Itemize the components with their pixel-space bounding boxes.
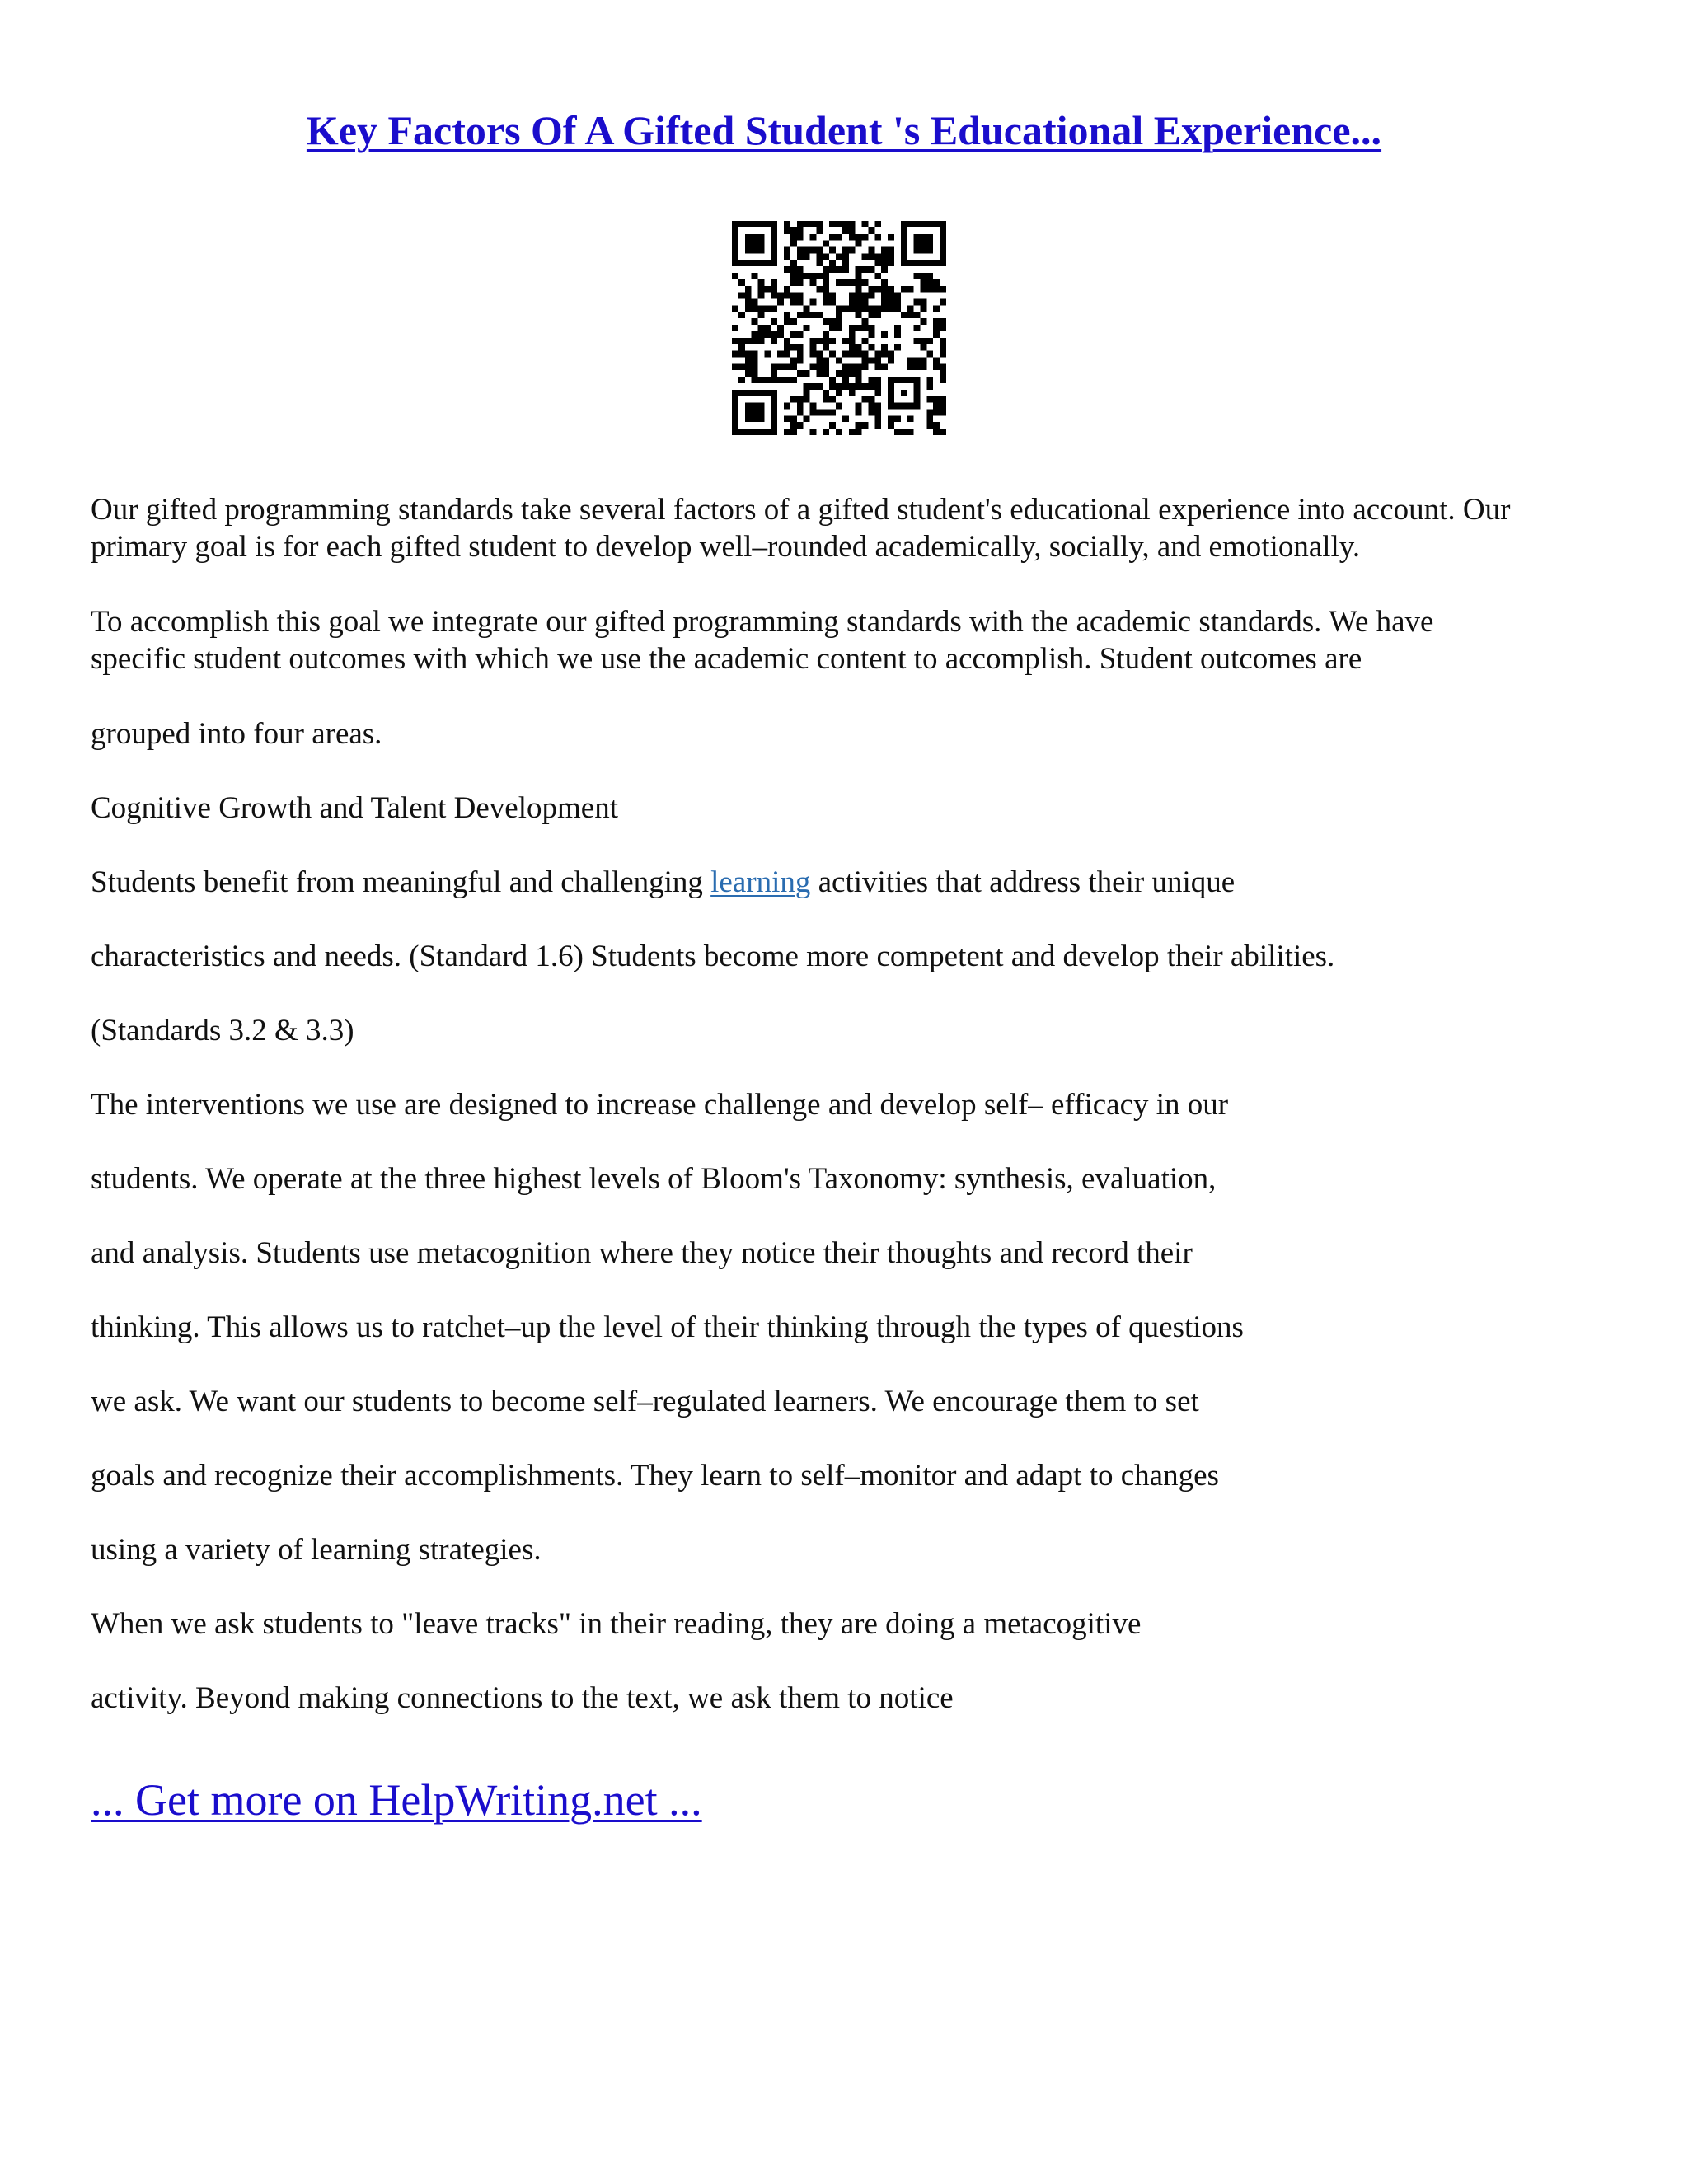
paragraph-line: To accomplish this goal we integrate our gifted programming standards with the academic standards. We have xyxy=(91,605,1434,639)
paragraph-intro xyxy=(91,491,1599,565)
paragraph-line: using a variety of learning strategies. xyxy=(91,1533,542,1567)
title-link[interactable]: Key Factors Of A Gifted Student 's Educational Experience... xyxy=(306,107,1382,153)
paragraph-text: activities that address their unique xyxy=(810,865,1236,899)
paragraph-line: students. We operate at the three highest levels of Bloom's Taxonomy: synthesis, evaluation, xyxy=(91,1162,1217,1196)
get-more-link[interactable]: ... Get more on HelpWriting.net ... xyxy=(91,1775,702,1825)
paragraph-line: activity. Beyond making connections to the text, we ask them to notice xyxy=(91,1681,954,1715)
paragraph-line: When we ask students to "leave tracks" in their reading, they are doing a metacogitive xyxy=(91,1607,1142,1641)
paragraph-line: thinking. This allows us to ratchet–up the level of their thinking through the types of questions xyxy=(91,1310,1244,1344)
paragraph-line: primary goal is for each gifted student to develop well–rounded academically, socially, and emotionally. xyxy=(91,530,1361,564)
paragraph-line: Our gifted programming standards take several factors of a gifted student's educational experience into account. Our xyxy=(91,493,1511,527)
page-title xyxy=(0,105,1688,155)
more-link-container xyxy=(91,1774,702,1827)
paragraph-line: and analysis. Students use metacognition where they notice their thoughts and record their xyxy=(91,1236,1193,1270)
paragraph-line: grouped into four areas. xyxy=(91,717,382,751)
learning-link[interactable]: learning xyxy=(710,865,811,899)
paragraph-line: goals and recognize their accomplishments. They learn to self–monitor and adapt to changes xyxy=(91,1459,1219,1493)
paragraph-line: The interventions we use are designed to increase challenge and develop self– efficacy in our xyxy=(91,1088,1229,1122)
paragraph-goal xyxy=(91,603,1599,677)
paragraph-line: characteristics and needs. (Standard 1.6) Students become more competent and develop their abilities. xyxy=(91,940,1335,973)
paragraph-line: (Standards 3.2 & 3.3) xyxy=(91,1014,354,1047)
paragraph-line: specific student outcomes with which we use the academic content to accomplish. Student outcomes are xyxy=(91,642,1362,676)
section-heading: Cognitive Growth and Talent Development xyxy=(91,791,618,825)
paragraph-line: we ask. We want our students to become self–regulated learners. We encourage them to set xyxy=(91,1385,1199,1418)
paragraph-with-link xyxy=(91,864,1599,901)
qr-code-icon xyxy=(732,221,946,435)
paragraph-text: Students benefit from meaningful and challenging xyxy=(91,865,711,899)
